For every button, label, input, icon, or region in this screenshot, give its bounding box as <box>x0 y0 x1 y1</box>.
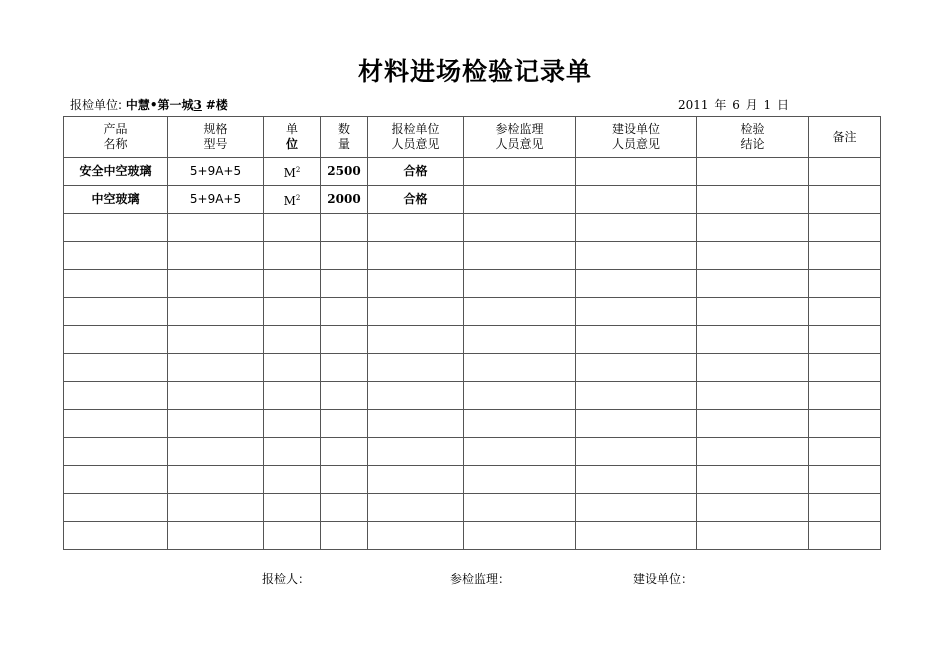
supervisor-signature-label: 参检监理： <box>450 572 511 586</box>
empty-cell <box>697 298 809 326</box>
col-header-spec-model: 规格 型号 <box>168 117 264 158</box>
empty-cell <box>809 466 881 494</box>
document-title: 材料进场检验记录单 <box>357 57 592 86</box>
col-header-report-unit-opinion: 报检单位 人员意见 <box>368 117 464 158</box>
empty-cell <box>368 410 464 438</box>
empty-cell <box>321 242 368 270</box>
inspector-signature-label: 报检人： <box>262 572 311 586</box>
col-header-builder-opinion: 建设单位 人员意见 <box>576 117 697 158</box>
empty-cell <box>697 466 809 494</box>
empty-cell <box>368 242 464 270</box>
report-date <box>678 96 789 113</box>
date-year-unit: 年 <box>714 98 727 112</box>
table-row <box>64 326 881 354</box>
table-row <box>64 494 881 522</box>
table-row <box>64 242 881 270</box>
report-unit-label: 报检单位: <box>70 98 123 112</box>
table-row <box>64 158 881 186</box>
col-header-conclusion: 检验 结论 <box>697 117 809 158</box>
empty-cell <box>64 522 168 550</box>
empty-cell <box>697 242 809 270</box>
empty-cell <box>464 494 576 522</box>
builder-signature-label: 建设单位： <box>633 572 694 586</box>
empty-cell <box>168 522 264 550</box>
empty-cell <box>809 242 881 270</box>
empty-cell <box>321 438 368 466</box>
remarks-cell <box>809 186 881 214</box>
empty-cell <box>264 382 321 410</box>
empty-cell <box>368 214 464 242</box>
builder-opinion-cell <box>576 158 697 186</box>
empty-cell <box>264 438 321 466</box>
date-day: 1 <box>763 98 772 112</box>
empty-cell <box>576 242 697 270</box>
empty-cell <box>64 354 168 382</box>
empty-cell <box>321 298 368 326</box>
col-header-quantity: 数 量 <box>321 117 368 158</box>
table-row <box>64 438 881 466</box>
report-unit-name: 中慧•第一城 <box>125 98 194 112</box>
empty-cell <box>168 466 264 494</box>
supervisor-opinion-cell <box>464 186 576 214</box>
empty-cell <box>809 522 881 550</box>
empty-cell <box>697 438 809 466</box>
empty-cell <box>64 438 168 466</box>
empty-cell <box>321 382 368 410</box>
empty-cell <box>368 438 464 466</box>
empty-cell <box>168 410 264 438</box>
empty-cell <box>464 214 576 242</box>
spec-cell: 5+9A+5 <box>168 186 264 214</box>
report-unit-line <box>70 96 228 113</box>
empty-cell <box>168 214 264 242</box>
empty-cell <box>809 326 881 354</box>
table-row <box>64 186 881 214</box>
empty-cell <box>464 242 576 270</box>
empty-cell <box>264 214 321 242</box>
empty-cell <box>576 438 697 466</box>
empty-cell <box>576 382 697 410</box>
empty-cell <box>464 438 576 466</box>
empty-cell <box>264 298 321 326</box>
empty-cell <box>809 354 881 382</box>
empty-cell <box>368 270 464 298</box>
empty-cell <box>464 354 576 382</box>
date-month: 6 <box>732 98 740 112</box>
empty-cell <box>697 494 809 522</box>
product-name-cell: 安全中空玻璃 <box>64 158 168 186</box>
empty-cell <box>464 466 576 494</box>
empty-cell <box>168 326 264 354</box>
empty-cell <box>464 382 576 410</box>
empty-cell <box>168 494 264 522</box>
empty-cell <box>576 410 697 438</box>
empty-cell <box>321 410 368 438</box>
quantity-cell: 2500 <box>321 158 368 186</box>
empty-cell <box>64 242 168 270</box>
empty-rows <box>64 214 881 550</box>
col-header-supervisor-opinion: 参检监理 人员意见 <box>464 117 576 158</box>
empty-cell <box>576 326 697 354</box>
empty-cell <box>368 298 464 326</box>
empty-cell <box>264 326 321 354</box>
empty-cell <box>64 494 168 522</box>
date-month-unit: 月 <box>745 98 758 112</box>
empty-cell <box>264 410 321 438</box>
empty-cell <box>264 466 321 494</box>
table-row <box>64 298 881 326</box>
empty-cell <box>809 494 881 522</box>
empty-cell <box>697 382 809 410</box>
empty-cell <box>264 354 321 382</box>
empty-cell <box>321 214 368 242</box>
empty-cell <box>576 270 697 298</box>
empty-cell <box>64 326 168 354</box>
unit-cell: $M^2$ <box>264 158 321 186</box>
empty-cell <box>264 494 321 522</box>
table-row <box>64 270 881 298</box>
col-header-unit: 单 位 <box>264 117 321 158</box>
empty-cell <box>576 298 697 326</box>
report-unit-opinion-cell: 合格 <box>368 186 464 214</box>
conclusion-cell <box>697 186 809 214</box>
empty-cell <box>168 270 264 298</box>
empty-cell <box>64 298 168 326</box>
empty-cell <box>64 466 168 494</box>
empty-cell <box>809 298 881 326</box>
empty-cell <box>264 270 321 298</box>
empty-cell <box>464 298 576 326</box>
empty-cell <box>809 438 881 466</box>
empty-cell <box>464 522 576 550</box>
table-row <box>64 214 881 242</box>
empty-cell <box>321 522 368 550</box>
builder-opinion-cell <box>576 186 697 214</box>
empty-cell <box>264 522 321 550</box>
empty-cell <box>809 382 881 410</box>
empty-cell <box>576 214 697 242</box>
report-unit-opinion-cell: 合格 <box>368 158 464 186</box>
empty-cell <box>464 410 576 438</box>
table-row <box>64 466 881 494</box>
remarks-cell <box>809 158 881 186</box>
empty-cell <box>809 410 881 438</box>
empty-cell <box>697 522 809 550</box>
empty-cell <box>368 522 464 550</box>
empty-cell <box>576 522 697 550</box>
col-header-remarks: 备注 <box>809 117 881 158</box>
empty-cell <box>64 410 168 438</box>
empty-cell <box>697 270 809 298</box>
empty-cell <box>264 242 321 270</box>
empty-cell <box>697 214 809 242</box>
empty-cell <box>697 326 809 354</box>
empty-cell <box>697 354 809 382</box>
empty-cell <box>368 382 464 410</box>
table-row <box>64 382 881 410</box>
empty-cell <box>321 326 368 354</box>
empty-cell <box>64 270 168 298</box>
product-name-cell: 中空玻璃 <box>64 186 168 214</box>
empty-cell <box>168 298 264 326</box>
empty-cell <box>368 354 464 382</box>
empty-cell <box>576 494 697 522</box>
empty-cell <box>576 354 697 382</box>
table-row <box>64 410 881 438</box>
empty-cell <box>576 466 697 494</box>
empty-cell <box>321 494 368 522</box>
empty-cell <box>168 382 264 410</box>
empty-cell <box>464 326 576 354</box>
empty-cell <box>368 326 464 354</box>
empty-cell <box>64 214 168 242</box>
spec-cell: 5+9A+5 <box>168 158 264 186</box>
empty-cell <box>697 410 809 438</box>
empty-cell <box>321 270 368 298</box>
table-header-row <box>64 117 881 158</box>
supervisor-opinion-cell <box>464 158 576 186</box>
date-year: 2011 <box>678 98 709 112</box>
empty-cell <box>464 270 576 298</box>
building-suffix: #楼 <box>205 98 228 112</box>
table-row <box>64 522 881 550</box>
quantity-cell: 2000 <box>321 186 368 214</box>
inspection-record-table <box>63 116 881 550</box>
empty-cell <box>321 354 368 382</box>
date-day-unit: 日 <box>777 98 790 112</box>
empty-cell <box>321 466 368 494</box>
empty-cell <box>809 270 881 298</box>
empty-cell <box>168 438 264 466</box>
empty-cell <box>168 242 264 270</box>
unit-cell: $M^2$ <box>264 186 321 214</box>
empty-cell <box>368 494 464 522</box>
col-header-product-name: 产品 名称 <box>64 117 168 158</box>
empty-cell <box>64 382 168 410</box>
empty-cell <box>809 214 881 242</box>
empty-cell <box>168 354 264 382</box>
building-number: 3 <box>193 98 202 112</box>
empty-cell <box>368 466 464 494</box>
conclusion-cell <box>697 158 809 186</box>
table-row <box>64 354 881 382</box>
